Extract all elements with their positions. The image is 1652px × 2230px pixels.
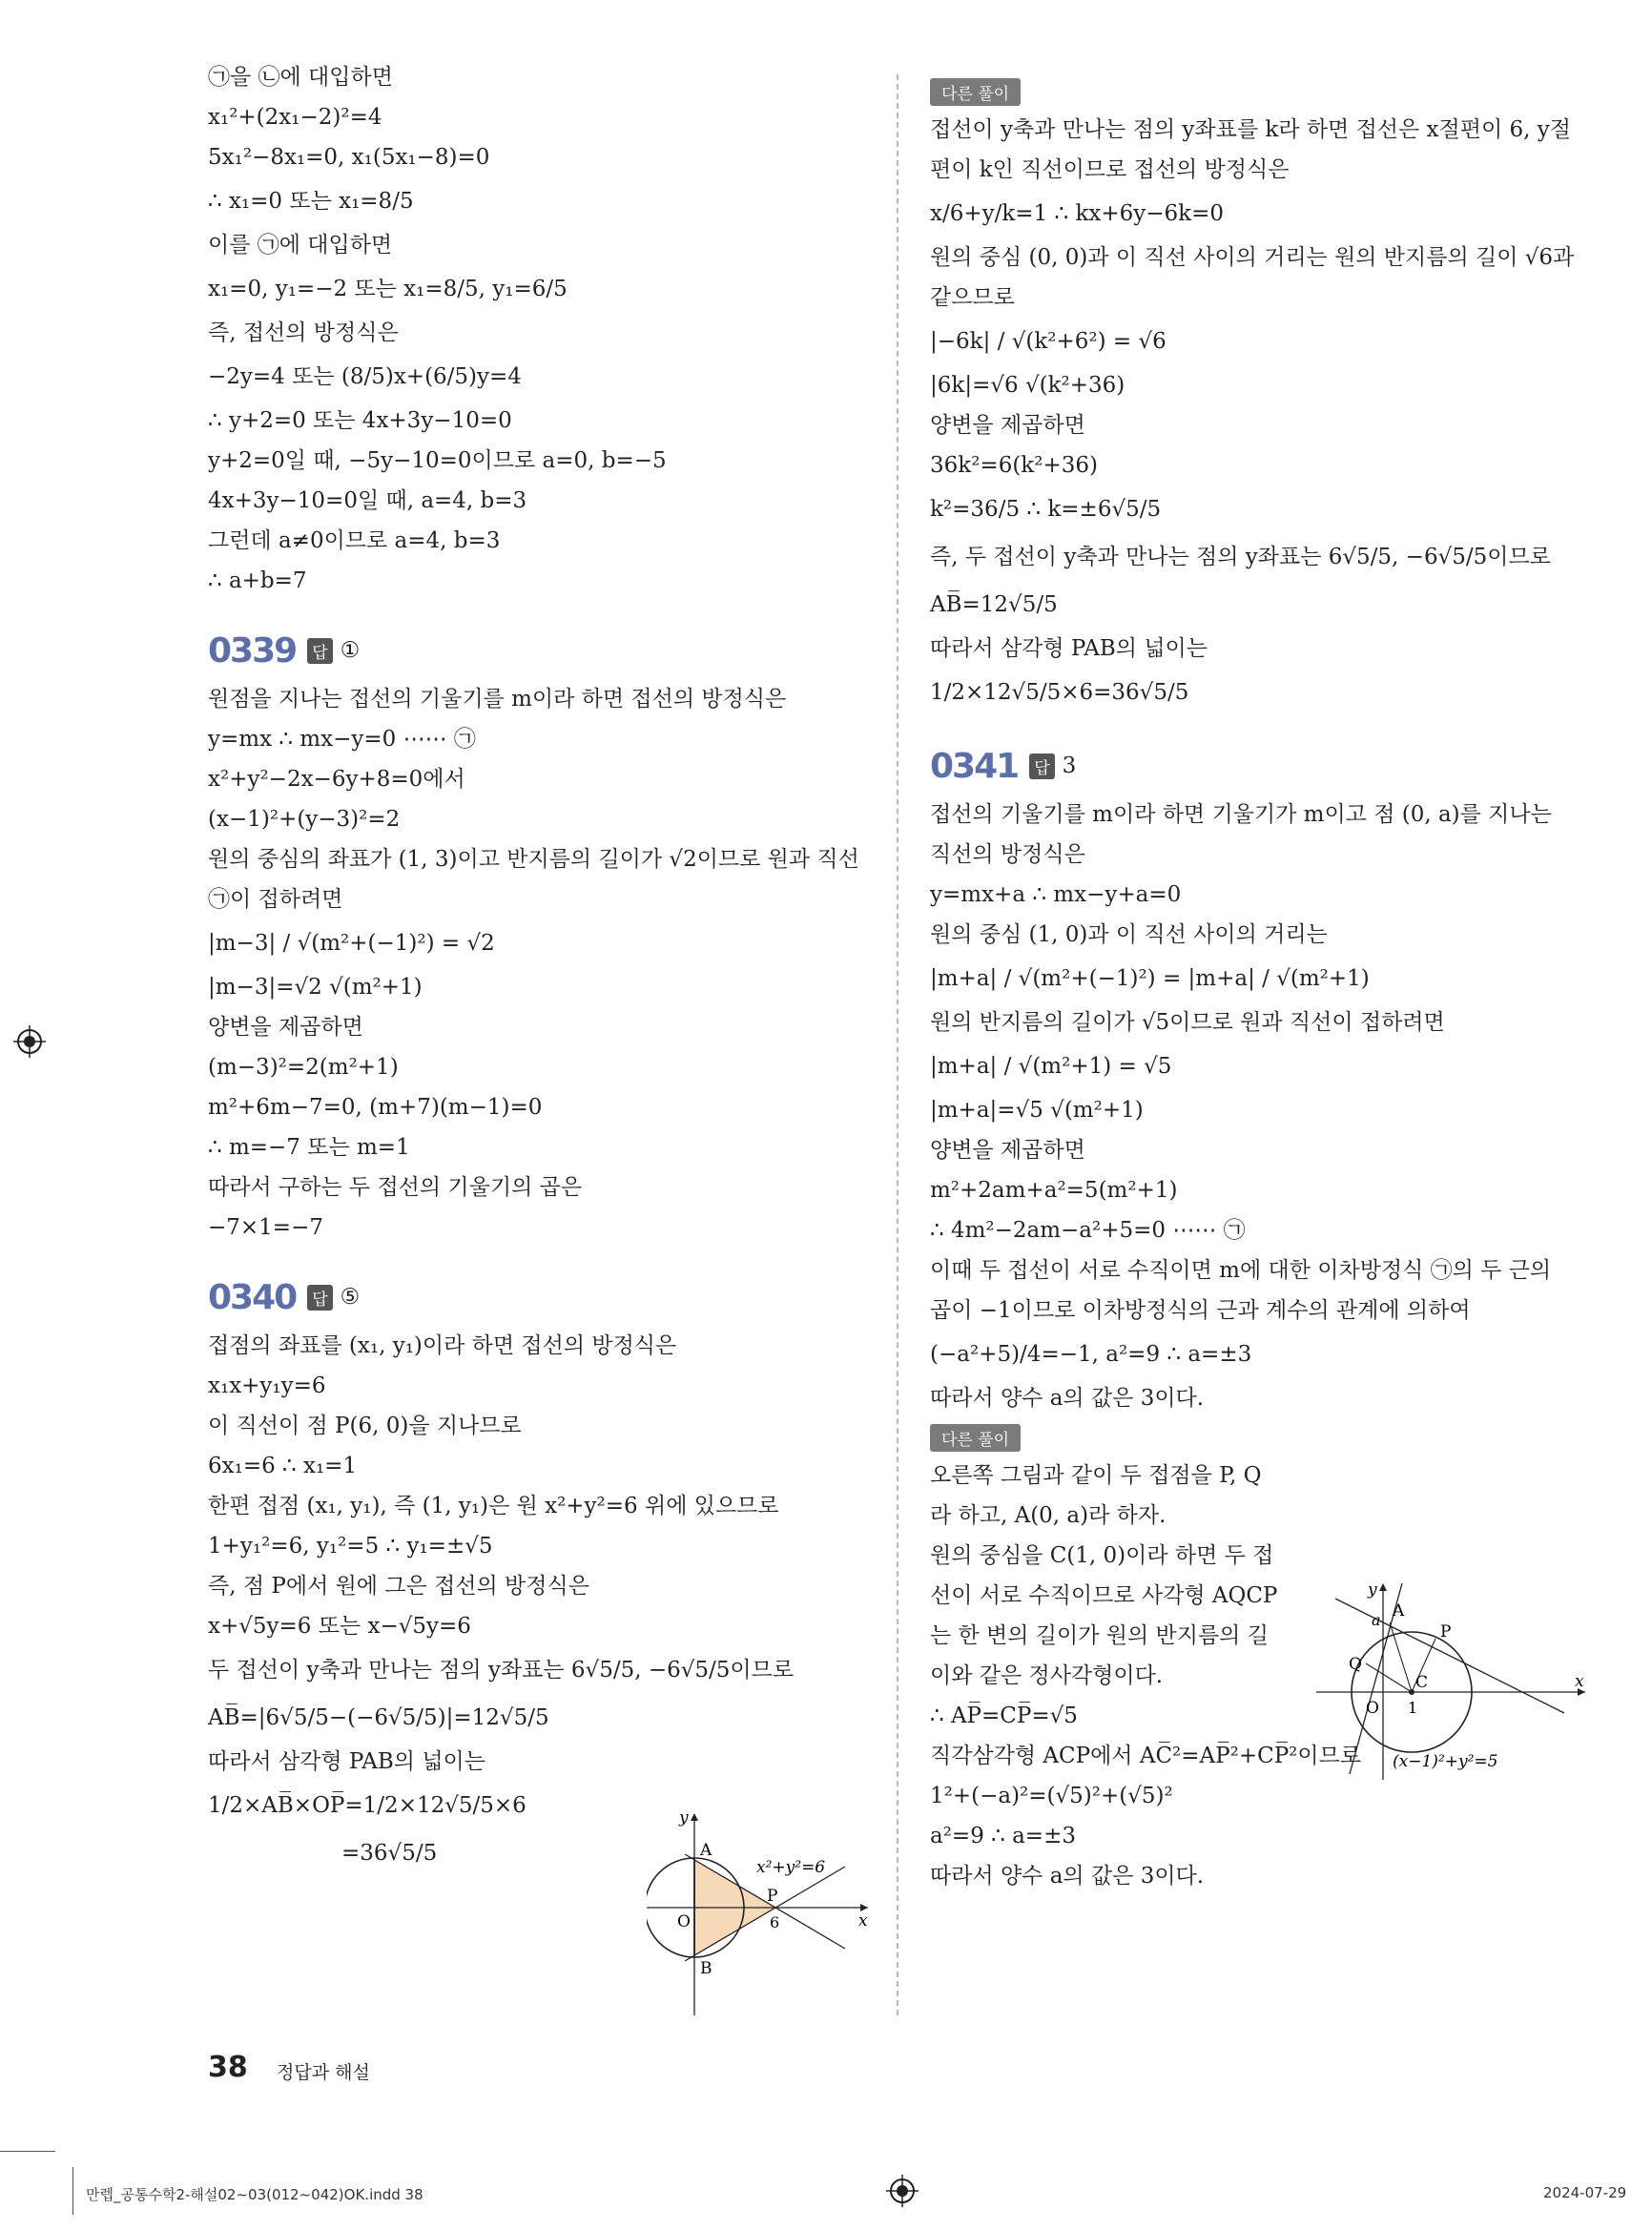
alt-line: x/6+y/k=1 ∴ kx+6y−6k=0	[930, 201, 1225, 226]
label-x: x	[1575, 1672, 1584, 1691]
solution-line: 원의 반지름의 길이가 √5이므로 원과 직선이 접하려면	[930, 1010, 1445, 1035]
center-dot	[1409, 1689, 1415, 1695]
solution-line: 한편 접점 (x₁, y₁), 즉 (1, y₁)은 원 x²+y²=6 위에 있으므로	[208, 1494, 779, 1518]
solution-line: 두 접선이 y축과 만나는 점의 y좌표는 6√5/5, −6√5/5이므로	[208, 1658, 795, 1683]
solution-line: −7×1=−7	[208, 1215, 323, 1240]
label-six: 6	[770, 1913, 780, 1931]
alt-line: 따라서 삼각형 PAB의 넓이는	[930, 636, 1208, 661]
solution-line: m²+2am+a²=5(m²+1)	[930, 1178, 1178, 1203]
solution-line: y=mx+a ∴ mx−y+a=0	[930, 882, 1182, 907]
y-arrow-icon	[1379, 1583, 1387, 1591]
alt-solution-0340	[930, 110, 1598, 716]
label-x: x	[858, 1911, 868, 1931]
label-circle-equation: (x−1)²+y²=5	[1393, 1752, 1498, 1771]
intro-line: 이를 ㉠에 대입하면	[208, 233, 393, 258]
solution-line: |m−3|=√2 √(m²+1)	[208, 975, 423, 1000]
problem-number: 0340	[208, 1277, 297, 1317]
alt-line: k²=36/5 ∴ k=±6√5/5	[930, 497, 1162, 522]
solution-line: 양변을 제곱하면	[208, 1015, 363, 1040]
intro-line: ∴ a+b=7	[208, 568, 307, 593]
print-filename: 만렙_공통수학2-해설02~03(012~042)OK.indd 38	[86, 2186, 423, 2203]
solution-line: 1/2×AB̅×OP̅=1/2×12√5/5×6	[208, 1793, 527, 1818]
x-arrow-icon	[860, 1904, 868, 1911]
problem-0340-header	[208, 1274, 866, 1320]
solution-line: ∴ 4m²−2am−a²+5=0 ⋯⋯ ㉠	[930, 1218, 1246, 1243]
label-circle-equation: x²+y²=6	[756, 1858, 826, 1877]
intro-line: 5x₁²−8x₁=0, x₁(5x₁−8)=0	[208, 145, 490, 170]
label-a-small: a	[1372, 1611, 1381, 1629]
alt-line: a²=9 ∴ a=±3	[930, 1824, 1076, 1848]
page-number: 38	[208, 2051, 248, 2084]
answer-value: 3	[1062, 754, 1077, 778]
intro-line: ㉠을 ㉡에 대입하면	[208, 65, 393, 90]
alt-line: 양변을 제곱하면	[930, 413, 1085, 438]
solution-line: 즉, 점 P에서 원에 그은 접선의 방정식은	[208, 1574, 589, 1599]
alt-line: 는 한 변의 길이가 원의 반지름의 길	[930, 1623, 1269, 1648]
solution-line: 6x₁=6 ∴ x₁=1	[208, 1454, 358, 1478]
figure-0340-tangent-diagram	[647, 1807, 876, 2017]
solution-line: ㉠이 접하려면	[208, 887, 343, 912]
right-column	[930, 72, 1598, 1896]
solution-line: 따라서 구하는 두 접선의 기울기의 곱은	[208, 1175, 583, 1200]
solution-line: |m−3| / √(m²+(−1)²) = √2	[208, 931, 495, 956]
crop-line-horizontal	[0, 2151, 55, 2152]
alt-line: 라 하고, A(0, a)라 하자.	[930, 1503, 1167, 1528]
solution-line: x+√5y=6 또는 x−√5y=6	[208, 1614, 471, 1639]
solution-line: (−a²+5)/4=−1, a²=9 ∴ a=±3	[930, 1342, 1252, 1367]
answer-badge: 답	[307, 638, 332, 664]
alt-line: 36k²=6(k²+36)	[930, 453, 1098, 478]
problem-0339-solution	[208, 679, 866, 1248]
segment-cq	[1366, 1663, 1412, 1692]
label-q: Q	[1349, 1655, 1362, 1674]
intro-line: 그런데 a≠0이므로 a=4, b=3	[208, 528, 501, 553]
solution-line: (m−3)²=2(m²+1)	[208, 1055, 399, 1080]
footer-label: 정답과 해설	[277, 2062, 370, 2083]
intro-line: ∴ x₁=0 또는 x₁=8/5	[208, 189, 414, 214]
alt-line: |6k|=√6 √(k²+36)	[930, 373, 1125, 398]
figure-0341-square-diagram	[1316, 1580, 1588, 1785]
label-a: A	[700, 1841, 712, 1860]
alt-line: 따라서 양수 a의 값은 3이다.	[930, 1864, 1205, 1889]
solution-line: 원의 중심의 좌표가 (1, 3)이고 반지름의 길이가 √2이므로 원과 직선	[208, 847, 859, 872]
label-one: 1	[1408, 1699, 1418, 1717]
intro-line: −2y=4 또는 (8/5)x+(6/5)y=4	[208, 364, 522, 389]
intro-solution	[208, 57, 866, 601]
solution-line: x²+y²−2x−6y+8=0에서	[208, 767, 465, 792]
solution-line: x₁x+y₁y=6	[208, 1373, 326, 1398]
intro-line: ∴ y+2=0 또는 4x+3y−10=0	[208, 408, 512, 433]
problem-number: 0341	[930, 746, 1019, 786]
alt-line: 접선이 y축과 만나는 점의 y좌표를 k라 하면 접선은 x절편이 6, y절	[930, 117, 1571, 142]
alt-solution-badge: 다른 풀이	[930, 1424, 1021, 1452]
solution-line: |m+a| / √(m²+1) = √5	[930, 1054, 1172, 1079]
left-column	[208, 57, 868, 1978]
solution-line: (x−1)²+(y−3)²=2	[208, 807, 401, 832]
label-c: C	[1415, 1673, 1429, 1692]
problem-0340-solution	[208, 1326, 866, 1877]
alt-line: 즉, 두 접선이 y축과 만나는 점의 y좌표는 6√5/5, −6√5/5이므로	[930, 545, 1551, 569]
intro-line: 4x+3y−10=0일 때, a=4, b=3	[208, 488, 527, 513]
alt-line: 1²+(−a)²=(√5)²+(√5)²	[930, 1784, 1173, 1808]
solution-line: 1+y₁²=6, y₁²=5 ∴ y₁=±√5	[208, 1534, 493, 1559]
problem-0341-header	[930, 743, 1598, 789]
alt-line: 원의 중심 (0, 0)과 이 직선 사이의 거리는 원의 반지름의 길이 √6과	[930, 245, 1575, 270]
label-y: y	[679, 1808, 689, 1827]
intro-line: x₁=0, y₁=−2 또는 x₁=8/5, y₁=6/5	[208, 277, 568, 301]
answer-value: ①	[340, 638, 361, 663]
column-divider	[897, 74, 898, 2015]
label-o: O	[1366, 1699, 1379, 1718]
intro-line: 즉, 접선의 방정식은	[208, 320, 399, 345]
alt-line: 오른쪽 그림과 같이 두 접점을 P, Q	[930, 1463, 1262, 1488]
answer-badge: 답	[1029, 754, 1054, 779]
solution-line: |m+a| / √(m²+(−1)²) = |m+a| / √(m²+1)	[930, 966, 1370, 991]
alt-line: 이와 같은 정사각형이다.	[930, 1663, 1164, 1688]
label-y: y	[1368, 1580, 1377, 1600]
solution-line: =36√5/5	[341, 1841, 438, 1866]
alt-line: 1/2×12√5/5×6=36√5/5	[930, 680, 1189, 705]
intro-line: x₁²+(2x₁−2)²=4	[208, 105, 382, 130]
alt-line: 같으므로	[930, 285, 1015, 310]
solution-line: 양변을 제곱하면	[930, 1138, 1085, 1163]
solution-line: 따라서 양수 a의 값은 3이다.	[930, 1386, 1205, 1411]
intro-line: y+2=0일 때, −5y−10=0이므로 a=0, b=−5	[208, 448, 667, 473]
alt-line: 원의 중심을 C(1, 0)이라 하면 두 접	[930, 1543, 1274, 1568]
alt-line: AB̅=12√5/5	[930, 592, 1058, 617]
alt-solution-badge: 다른 풀이	[930, 78, 1021, 106]
solution-line: ∴ m=−7 또는 m=1	[208, 1135, 410, 1160]
solution-line: 이때 두 접선이 서로 수직이면 m에 대한 이차방정식 ㉠의 두 근의	[930, 1258, 1552, 1283]
solution-line: |m+a|=√5 √(m²+1)	[930, 1098, 1144, 1123]
problem-number: 0339	[208, 630, 297, 671]
y-arrow-icon	[691, 1813, 698, 1821]
alt-line: |−6k| / √(k²+6²) = √6	[930, 329, 1167, 354]
solution-line: y=mx ∴ mx−y=0 ⋯⋯ ㉠	[208, 727, 476, 752]
solution-line: 원의 중심 (1, 0)과 이 직선 사이의 거리는	[930, 922, 1328, 947]
solution-line: 직선의 방정식은	[930, 842, 1085, 867]
solution-line: 따라서 삼각형 PAB의 넓이는	[208, 1749, 485, 1774]
registration-mark-left	[13, 1025, 46, 1058]
crop-line-vertical	[72, 2167, 73, 2215]
answer-badge: 답	[307, 1285, 332, 1311]
solution-line: 접점의 좌표를 (x₁, y₁)이라 하면 접선의 방정식은	[208, 1333, 677, 1358]
tangent-line-ap	[1335, 1599, 1564, 1713]
label-p: P	[767, 1887, 778, 1906]
label-o: O	[677, 1912, 691, 1931]
problem-0341-solution	[930, 795, 1598, 1418]
label-b: B	[700, 1959, 712, 1978]
alt-line: 편이 k인 직선이므로 접선의 방정식은	[930, 157, 1290, 182]
solution-line: 원점을 지나는 접선의 기울기를 m이라 하면 접선의 방정식은	[208, 687, 787, 712]
problem-0339-header	[208, 628, 866, 673]
print-date: 2024-07-29	[1543, 2184, 1627, 2201]
alt-line: ∴ AP̅=CP̅=√5	[930, 1703, 1078, 1728]
solution-line: 곱이 −1이므로 이차방정식의 근과 계수의 관계에 의하여	[930, 1298, 1471, 1323]
solution-line: m²+6m−7=0, (m+7)(m−1)=0	[208, 1095, 543, 1120]
solution-line: 이 직선이 점 P(6, 0)을 지나므로	[208, 1414, 522, 1438]
solution-line: AB̅=|6√5/5−(−6√5/5)|=12√5/5	[208, 1705, 549, 1730]
alt-line: 선이 서로 수직이므로 사각형 AQCP	[930, 1583, 1278, 1608]
answer-value: ⑤	[340, 1285, 361, 1310]
registration-mark-bottom	[886, 2175, 919, 2207]
solution-line: 접선의 기울기를 m이라 하면 기울기가 m이고 점 (0, a)를 지나는	[930, 802, 1552, 827]
alt-line: 직각삼각형 ACP에서 AC̅²=AP̅²+CP̅²이므로	[930, 1744, 1362, 1768]
label-a: A	[1393, 1601, 1405, 1621]
label-p: P	[1440, 1622, 1452, 1642]
